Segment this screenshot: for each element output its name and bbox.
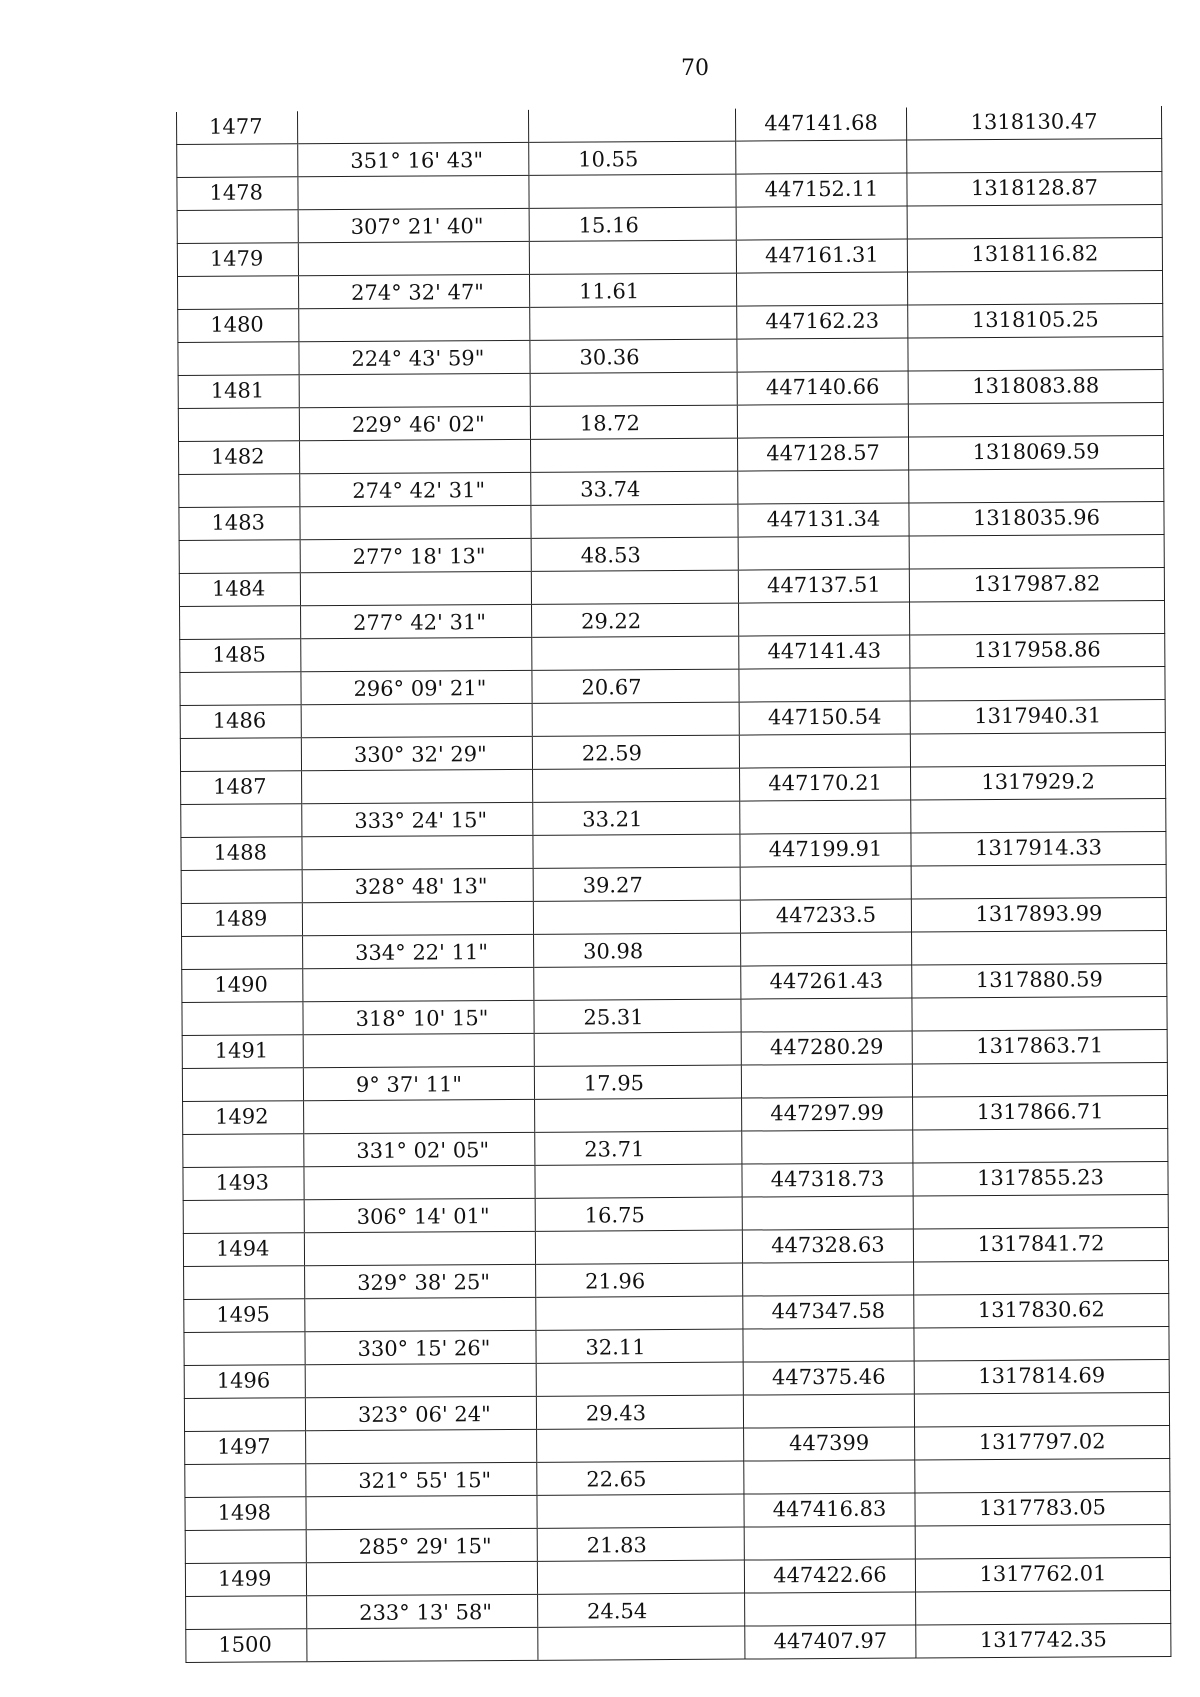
easting-cell: 1317814.69 [914,1359,1169,1394]
easting-empty-cell [914,1260,1169,1295]
distance-cell: 21.96 [536,1263,743,1297]
northing-cell: 447128.57 [738,437,909,471]
point-id-cell: 1482 [179,441,300,475]
northing-empty-cell [740,866,911,900]
bearing-empty-cell [301,703,532,737]
distance-empty-cell [535,1164,742,1198]
easting-empty-cell [911,864,1166,899]
bearing-cell: 328° 48' 13" [302,868,533,902]
point-id-cell: 1499 [185,1563,306,1597]
easting-empty-cell [914,1326,1169,1361]
distance-cell: 48.53 [531,537,738,571]
bearing-empty-cell [297,110,528,144]
bearing-cell: 318° 10' 15" [303,1000,534,1034]
bearing-cell: 330° 15' 26" [305,1330,536,1364]
distance-cell: 20.67 [532,669,739,703]
point-empty-cell [182,1068,303,1102]
easting-empty-cell [915,1458,1170,1493]
bearing-empty-cell [299,307,530,341]
easting-cell: 1317940.31 [910,699,1165,734]
distance-cell: 33.74 [531,471,738,505]
distance-cell: 10.55 [529,141,736,175]
distance-cell: 29.22 [532,603,739,637]
northing-empty-cell [741,1064,912,1098]
bearing-cell: 323° 06' 24" [305,1396,536,1430]
bearing-cell: 333° 24' 15" [302,802,533,836]
bearing-empty-cell [305,1297,536,1331]
bearing-empty-cell [298,175,529,209]
bearing-empty-cell [301,637,532,671]
northing-cell: 447162.23 [737,305,908,339]
point-id-cell: 1496 [184,1365,305,1399]
northing-empty-cell [739,734,910,768]
easting-cell: 1317797.02 [915,1425,1170,1460]
easting-empty-cell [912,930,1167,965]
northing-cell: 447199.91 [740,833,911,867]
distance-empty-cell [531,570,738,604]
bearing-empty-cell [303,967,534,1001]
easting-empty-cell [913,1128,1168,1163]
bearing-empty-cell [304,1231,535,1265]
northing-empty-cell [744,1526,915,1560]
distance-cell: 21.83 [537,1527,744,1561]
northing-empty-cell [741,932,912,966]
easting-empty-cell [910,732,1165,767]
northing-cell: 447161.31 [736,239,907,273]
distance-cell: 25.31 [534,999,741,1033]
bearing-cell: 331° 02' 05" [304,1132,535,1166]
distance-empty-cell [531,504,738,538]
bearing-empty-cell [306,1429,537,1463]
point-id-cell: 1478 [177,177,298,211]
northing-cell: 447407.97 [745,1625,916,1659]
easting-cell: 1317762.01 [915,1557,1170,1592]
bearing-empty-cell [300,571,531,605]
bearing-empty-cell [300,505,531,539]
easting-cell: 1317914.33 [911,831,1166,866]
distance-cell: 33.21 [533,801,740,835]
northing-empty-cell [739,668,910,702]
point-id-cell: 1483 [179,507,300,541]
point-empty-cell [183,1134,304,1168]
point-empty-cell [180,672,301,706]
bearing-empty-cell [306,1561,537,1595]
point-empty-cell [184,1398,305,1432]
northing-empty-cell [736,140,907,174]
easting-empty-cell [912,1062,1167,1097]
bearing-cell: 277° 42' 31" [301,604,532,638]
easting-cell: 1317866.71 [913,1095,1168,1130]
easting-empty-cell [911,798,1166,833]
northing-empty-cell [736,272,907,306]
distance-cell: 24.54 [538,1593,745,1627]
point-id-cell: 1486 [180,705,301,739]
distance-empty-cell [532,702,739,736]
distance-cell: 30.98 [534,933,741,967]
bearing-cell: 224° 43' 59" [299,340,530,374]
survey-table-body [176,106,1170,1662]
bearing-empty-cell [303,1033,534,1067]
distance-empty-cell [528,109,735,143]
northing-cell: 447141.43 [739,635,910,669]
bearing-empty-cell [305,1363,536,1397]
point-empty-cell [181,804,302,838]
northing-cell: 447131.34 [738,503,909,537]
distance-empty-cell [535,1098,742,1132]
easting-empty-cell [909,468,1164,503]
distance-empty-cell [533,768,740,802]
northing-cell: 447152.11 [736,173,907,207]
bearing-cell: 330° 32' 29" [301,736,532,770]
bearing-cell: 296° 09' 21" [301,670,532,704]
survey-coordinates-table [176,106,1171,1663]
easting-cell: 1317987.82 [909,567,1164,602]
northing-cell: 447140.66 [737,371,908,405]
easting-cell: 1318035.96 [909,501,1164,536]
point-empty-cell [177,144,298,178]
point-empty-cell [182,1002,303,1036]
distance-empty-cell [533,900,740,934]
point-empty-cell [178,342,299,376]
distance-empty-cell [537,1428,744,1462]
northing-cell: 447150.54 [739,701,910,735]
northing-cell: 447399 [744,1427,915,1461]
distance-cell: 17.95 [534,1065,741,1099]
bearing-cell: 334° 22' 11" [303,934,534,968]
point-id-cell: 1495 [184,1299,305,1333]
easting-cell: 1318069.59 [908,435,1163,470]
bearing-cell: 351° 16' 43" [298,142,529,176]
easting-cell: 1317742.35 [916,1623,1171,1658]
easting-cell: 1317893.99 [911,897,1166,932]
point-id-cell: 1493 [183,1167,304,1201]
easting-empty-cell [907,270,1162,305]
easting-cell: 1317863.71 [912,1029,1167,1064]
page-number: 70 [681,56,709,81]
point-empty-cell [179,474,300,508]
bearing-empty-cell [304,1099,535,1133]
point-id-cell: 1485 [180,639,301,673]
bearing-empty-cell [306,1495,537,1529]
easting-empty-cell [915,1524,1170,1559]
point-id-cell: 1479 [177,243,298,277]
northing-cell: 447422.66 [744,1559,915,1593]
bearing-cell: 285° 29' 15" [306,1528,537,1562]
bearing-empty-cell [302,835,533,869]
northing-cell: 447170.21 [740,767,911,801]
distance-cell: 22.65 [537,1461,744,1495]
bearing-cell: 307° 21' 40" [298,208,529,242]
northing-cell: 447137.51 [738,569,909,603]
point-id-cell: 1500 [186,1629,307,1663]
distance-empty-cell [534,966,741,1000]
point-empty-cell [180,738,301,772]
northing-cell: 447280.29 [741,1031,912,1065]
easting-empty-cell [910,666,1165,701]
easting-cell: 1318105.25 [908,303,1163,338]
point-id-cell: 1487 [181,771,302,805]
distance-empty-cell [530,306,737,340]
point-id-cell: 1491 [182,1035,303,1069]
bearing-cell: 277° 18' 13" [300,538,531,572]
easting-cell: 1317855.23 [913,1161,1168,1196]
easting-cell: 1318130.47 [906,106,1161,140]
point-empty-cell [186,1596,307,1630]
easting-empty-cell [908,402,1163,437]
northing-cell: 447297.99 [742,1097,913,1131]
bearing-cell: 306° 14' 01" [304,1198,535,1232]
distance-empty-cell [533,834,740,868]
distance-cell: 11.61 [529,273,736,307]
northing-empty-cell [743,1328,914,1362]
easting-empty-cell [913,1194,1168,1229]
northing-cell: 447328.63 [742,1229,913,1263]
bearing-empty-cell [300,439,531,473]
bearing-empty-cell [298,241,529,275]
point-id-cell: 1484 [179,573,300,607]
easting-cell: 1318083.88 [908,369,1163,404]
point-empty-cell [185,1464,306,1498]
easting-cell: 1317783.05 [915,1491,1170,1526]
easting-empty-cell [907,204,1162,239]
northing-cell: 447318.73 [742,1163,913,1197]
easting-cell: 1317880.59 [912,963,1167,998]
bearing-empty-cell [307,1627,538,1661]
northing-empty-cell [736,206,907,240]
bearing-empty-cell [302,901,533,935]
point-empty-cell [184,1332,305,1366]
easting-cell: 1317830.62 [914,1293,1169,1328]
northing-empty-cell [737,338,908,372]
distance-empty-cell [529,240,736,274]
point-empty-cell [183,1200,304,1234]
distance-cell: 22.59 [532,735,739,769]
easting-empty-cell [909,534,1164,569]
distance-empty-cell [535,1230,742,1264]
distance-empty-cell [537,1560,744,1594]
easting-cell: 1318116.82 [907,237,1162,272]
point-id-cell: 1498 [185,1497,306,1531]
point-id-cell: 1480 [178,309,299,343]
distance-cell: 23.71 [535,1131,742,1165]
northing-empty-cell [745,1592,916,1626]
northing-empty-cell [740,800,911,834]
distance-empty-cell [538,1626,745,1660]
easting-cell: 1318128.87 [907,171,1162,206]
distance-empty-cell [530,372,737,406]
easting-empty-cell [910,600,1165,635]
distance-cell: 39.27 [533,867,740,901]
point-empty-cell [185,1530,306,1564]
bearing-cell: 321° 55' 15" [306,1462,537,1496]
distance-empty-cell [532,636,739,670]
easting-cell: 1317929.2 [911,765,1166,800]
northing-cell: 447141.68 [735,108,906,142]
distance-empty-cell [537,1494,744,1528]
point-id-cell: 1492 [183,1101,304,1135]
point-id-cell: 1489 [181,903,302,937]
point-empty-cell [177,210,298,244]
bearing-empty-cell [304,1165,535,1199]
northing-empty-cell [741,998,912,1032]
easting-empty-cell [907,138,1162,173]
easting-empty-cell [908,336,1163,371]
northing-cell: 447233.5 [740,899,911,933]
bearing-cell: 9° 37' 11" [303,1066,534,1100]
northing-empty-cell [743,1262,914,1296]
northing-cell: 447261.43 [741,965,912,999]
point-empty-cell [178,408,299,442]
bearing-empty-cell [299,373,530,407]
northing-empty-cell [744,1460,915,1494]
distance-cell: 30.36 [530,339,737,373]
northing-empty-cell [743,1394,914,1428]
northing-empty-cell [738,470,909,504]
distance-cell: 16.75 [535,1197,742,1231]
northing-cell: 447416.83 [744,1493,915,1527]
distance-empty-cell [536,1362,743,1396]
distance-empty-cell [534,1032,741,1066]
bearing-cell: 274° 32' 47" [299,274,530,308]
northing-cell: 447347.58 [743,1295,914,1329]
point-empty-cell [180,606,301,640]
point-id-cell: 1497 [185,1431,306,1465]
easting-empty-cell [912,996,1167,1031]
point-empty-cell [178,276,299,310]
point-empty-cell [184,1266,305,1300]
point-id-cell: 1488 [181,837,302,871]
point-id-cell: 1481 [178,375,299,409]
bearing-cell: 229° 46' 02" [299,406,530,440]
northing-empty-cell [739,602,910,636]
bearing-cell: 329° 38' 25" [305,1264,536,1298]
distance-cell: 18.72 [530,405,737,439]
northing-empty-cell [742,1130,913,1164]
bearing-cell: 233° 13' 58" [307,1594,538,1628]
easting-empty-cell [916,1590,1171,1625]
point-empty-cell [182,936,303,970]
point-empty-cell [181,870,302,904]
distance-empty-cell [536,1296,743,1330]
northing-empty-cell [738,536,909,570]
easting-cell: 1317958.86 [910,633,1165,668]
distance-cell: 29.43 [536,1395,743,1429]
point-id-cell: 1477 [176,111,297,144]
distance-empty-cell [529,174,736,208]
easting-cell: 1317841.72 [913,1227,1168,1262]
distance-cell: 15.16 [529,207,736,241]
northing-empty-cell [742,1196,913,1230]
easting-empty-cell [914,1392,1169,1427]
point-id-cell: 1490 [182,969,303,1003]
northing-empty-cell [737,404,908,438]
bearing-cell: 274° 42' 31" [300,472,531,506]
northing-cell: 447375.46 [743,1361,914,1395]
point-empty-cell [179,540,300,574]
station-row [186,1623,1171,1662]
distance-cell: 32.11 [536,1329,743,1363]
distance-empty-cell [531,438,738,472]
point-id-cell: 1494 [183,1233,304,1267]
bearing-empty-cell [302,769,533,803]
